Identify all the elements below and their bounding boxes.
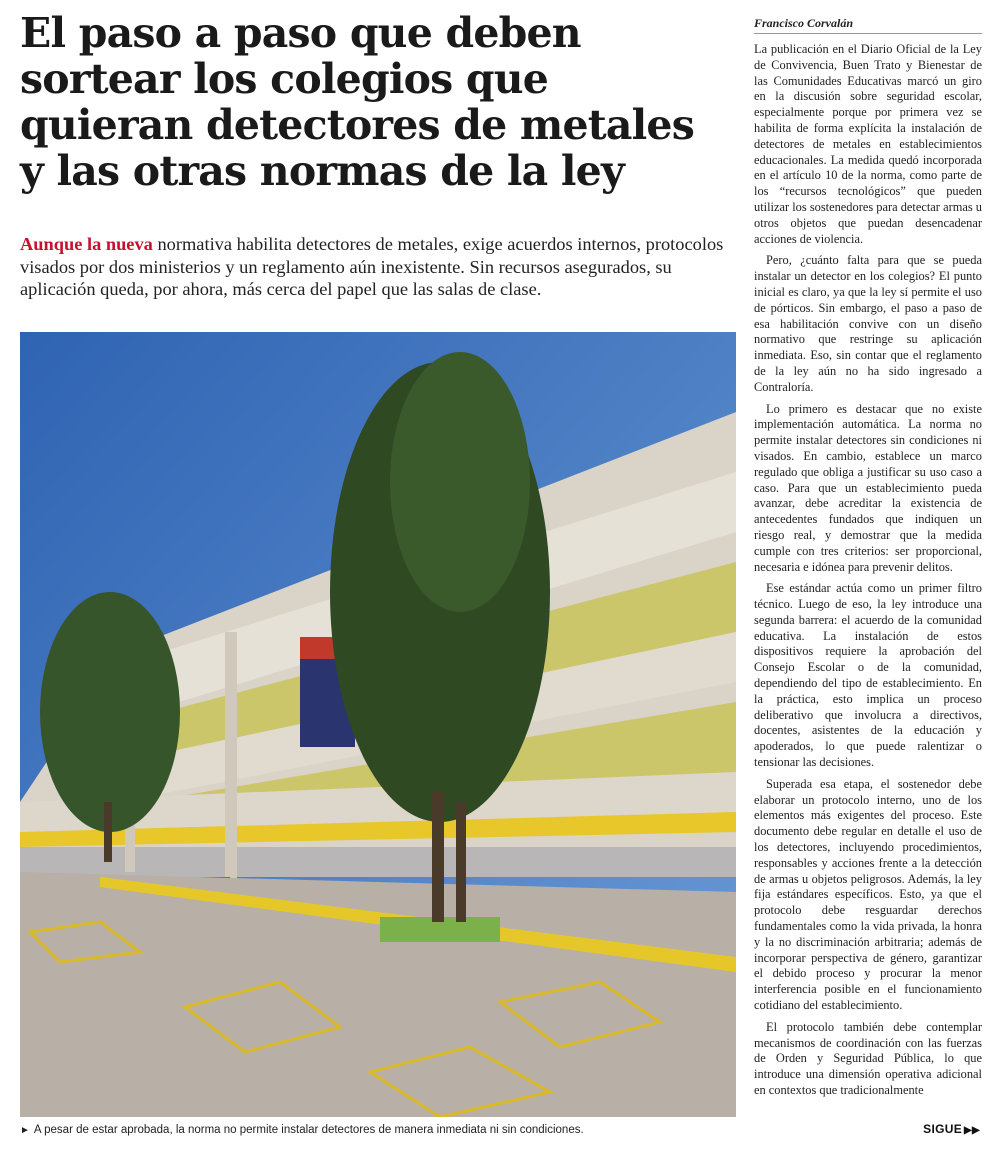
dek-lead: Aunque la nueva: [20, 234, 153, 254]
caption-text: A pesar de estar aprobada, la norma no permite instalar detectores de manera inmediata ni sin condiciones.: [33, 1124, 584, 1136]
body-paragraph: Pero, ¿cuánto falta para que se pueda instalar un detector en los colegios? El punto inicial es claro, ya que la ley sí permite el uso de pórticos. Sin embargo, el paso a paso de esa habilitación convive con un diseño normativo que restringe su aplicación inmediata. Eso, sin contar que el reglamento de la ley aún no ha sido ingresado a Contraloría.: [754, 253, 982, 394]
double-arrow-icon: ▶▶: [964, 1125, 980, 1136]
body-paragraph: Lo primero es destacar que no existe implementación automática. La norma no permite instalar detectores sin condiciones ni visados. En cambio, establece un marco regulado que obliga a justificar su uso caso a caso. Para que un establecimiento pueda avanzar, debe acreditar la existencia de antecedentes fundados que indiquen un riesgo real, y demostrar que la medida cumple con tres criterios: ser proporcional, necesaria e idónea para prevenir delitos.: [754, 401, 982, 574]
dek: [20, 233, 732, 301]
ground: [20, 872, 736, 1117]
body-paragraph: Superada esa etapa, el sostenedor debe elaborar un protocolo interno, uno de los elementos más exigentes del proceso. Este documento debe regular en detalle el uso de los detectores, incluyendo procedimientos, responsables y acciones frente a la detección de armas u objetos peligrosos. Además, la ley fija estándares específicos. Esto, ya que el protocolo debe resguardar derechos fundamentales como la vida privada, la honra y la no discriminación arbitraria; además de incorporar perspectiva de género, garantizar el debido proceso y procurar la menor interferencia posible en el funcionamiento cotidiano del establecimiento.: [754, 776, 982, 1013]
continue-label: SIGUE: [923, 1122, 963, 1136]
column: [225, 632, 237, 882]
dek-text: normativa habilita detectores de metales, exige acuerdos internos, protocolos visados por dos ministerios y un reglamento aún inexistente. Sin recursos asegurados, su aplicación queda, por ahora, más cerca del papel que las salas de clase.: [20, 234, 724, 299]
caption-marker-icon: ►: [20, 1125, 30, 1136]
photo-caption: [20, 1122, 736, 1139]
continue-marker: [923, 1122, 980, 1136]
byline: Francisco Corvalán: [754, 16, 982, 34]
tree-crown: [390, 352, 530, 612]
body-paragraph: La publicación en el Diario Oficial de la Ley de Convivencia, Buen Trato y Bienestar de las Comunidades Educativas marcó un giro en la discusión sobre seguridad escolar, especialmente porque por primera vez se habilita de forma explícita la instalación de detectores de metales en establecimientos educacionales. La medida quedó incorporada en el artículo 10 de la norma, como parte de los “recursos tecnológicos” que pueden utilizar los sostenedores para detectar armas u otros objetos que puedan desencadenar acciones de violencia.: [754, 42, 982, 246]
headline: El paso a paso que deben sortear los colegios que quieran detectores de metales y las otras normas de la ley: [20, 9, 695, 195]
article-body: [754, 42, 982, 1110]
body-paragraph: Ese estándar actúa como un primer filtro técnico. Luego de eso, la ley introduce una segunda barrera: el acuerdo de la comunidad educativa. La instalación de estos dispositivos requiere la aprobación del Consejo Escolar o de la comunidad, dependiendo del tipo de establecimiento. En la práctica, esto implica un proceso deliberativo que involucra a directivos, docentes, asistentes de la educación y apoderados, lo que puede ralentizar o tensionar las decisiones.: [754, 581, 982, 770]
tree-trunk: [456, 802, 466, 922]
body-paragraph: El protocolo también debe contemplar mecanismos de coordinación con las fuerzas de Orden y Seguridad Pública, lo que introduce una dimensión operativa adicional en contextos que tradicionalmente: [754, 1019, 982, 1097]
tree-crown: [40, 592, 180, 832]
tree-trunk: [432, 792, 444, 922]
school-building-photo: [20, 332, 736, 1117]
tree-trunk: [104, 802, 112, 862]
